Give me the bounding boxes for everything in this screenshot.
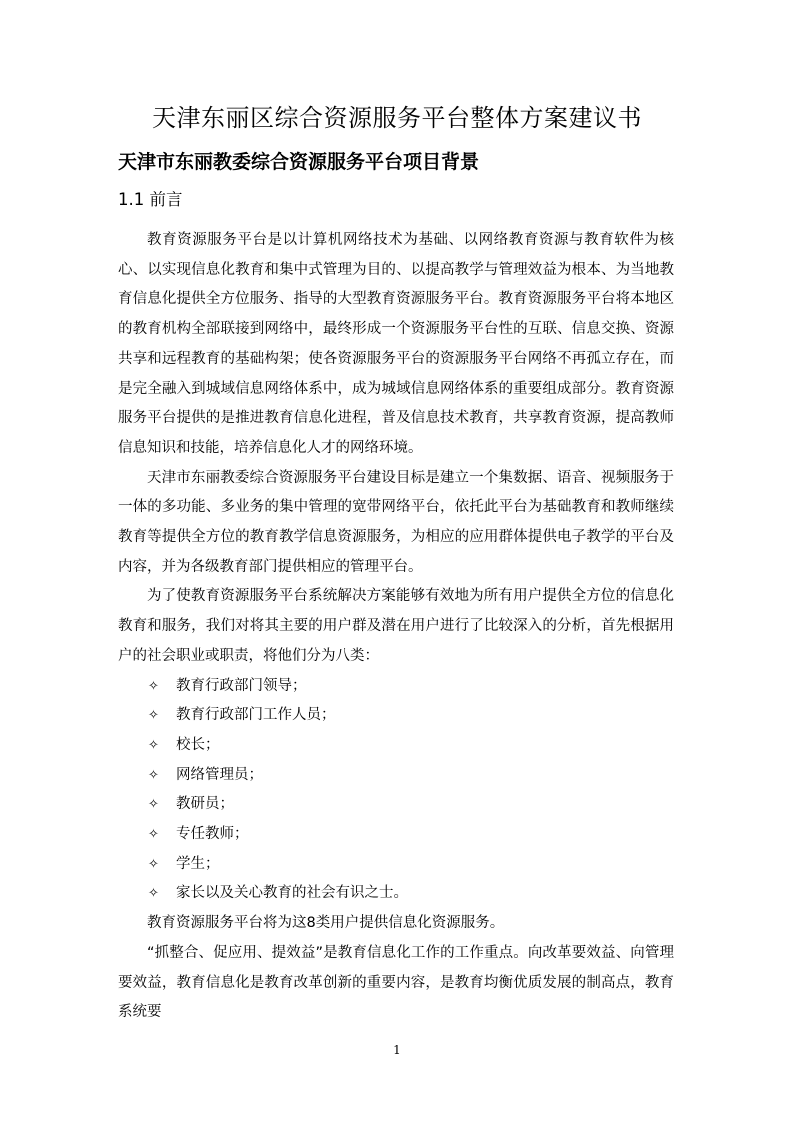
list-item: [118, 850, 674, 880]
diamond-bullet-icon: ✧: [148, 708, 159, 724]
list-item-text: 专任教师；: [176, 826, 249, 843]
list-item: [118, 701, 674, 731]
diamond-bullet-icon: ✧: [148, 856, 159, 872]
diamond-bullet-icon: ✧: [148, 827, 159, 843]
list-item: [118, 790, 674, 820]
list-item-text: 教育行政部门领导；: [176, 677, 307, 694]
list-item-text: 学生；: [176, 855, 220, 872]
list-item: [118, 761, 674, 791]
diamond-bullet-icon: ✧: [148, 678, 159, 694]
list-item-text: 网络管理员；: [176, 766, 263, 783]
document-body: [118, 226, 674, 1028]
paragraph: “抓整合、促应用、提效益”是教育信息化工作的工作重点。向改革要效益、向管理要效益，教育信息化是教育改革创新的重要内容，是教育均衡优质发展的制高点，教育系统要: [118, 944, 674, 1021]
list-item-text: 教育行政部门工作人员；: [176, 707, 336, 724]
document-title: 天津东丽区综合资源服务平台整体方案建议书: [152, 104, 642, 132]
paragraph: 教育资源服务平台是以计算机网络技术为基础、以网络教育资源与教育软件为核心、以实现信息化教育和集中式管理为目的、以提高教学与管理效益为根本、为当地教育信息化提供全方位服务、指导的大型教育资源服务平台。教育资源服务平台将本地区的教育机构全部联接到网络中，最终形成一个资源服务平台性的互联、信息交换、资源共享和远程教育的基础构架；使各资源服务平台的资源服务平台网络不再孤立存在，而是完全融入到城域信息网络体系中，成为城域信息网络体系的重要组成部分。教育资源服务平台提供的是推进教育信息化进程，普及信息技术教育，共享教育资源，提高教师信息知识和技能，培养信息化人才的网络环境。: [118, 232, 674, 456]
list-item: [118, 731, 674, 761]
list-item: [118, 820, 674, 850]
subsection-heading: 1.1 前言: [118, 190, 183, 209]
list-item-text: 校长；: [176, 736, 220, 753]
list-item: [118, 879, 674, 909]
list-item: [118, 672, 674, 702]
page-number: 1: [393, 1043, 401, 1057]
list-item-text: 家长以及关心教育的社会有识之士。: [176, 885, 408, 902]
diamond-bullet-icon: ✧: [148, 797, 159, 813]
diamond-bullet-icon: ✧: [148, 886, 159, 902]
paragraph: 教育资源服务平台将为这8类用户提供信息化资源服务。: [147, 915, 505, 932]
paragraph: 为了使教育资源服务平台系统解决方案能够有效地为所有用户提供全方位的信息化教育和服务，我们对将其主要的用户群及潜在用户进行了比较深入的分析，首先根据用户的社会职业或职责，将他们分为八类：: [118, 588, 674, 664]
section-heading: 天津市东丽教委综合资源服务平台项目背景: [118, 151, 480, 173]
paragraph: 天津市东丽教委综合资源服务平台建设目标是建立一个集数据、语音、视频服务于一体的多功能、多业务的集中管理的宽带网络平台，依托此平台为基础教育和教师继续教育等提供全方位的教育教学信息资源服务，为相应的应用群体提供电子教学的平台及内容，并为各级教育部门提供相应的管理平台。: [118, 469, 674, 575]
list-item-text: 教研员；: [176, 796, 234, 813]
diamond-bullet-icon: ✧: [148, 737, 159, 753]
diamond-bullet-icon: ✧: [148, 767, 159, 783]
user-category-list: [118, 672, 674, 910]
